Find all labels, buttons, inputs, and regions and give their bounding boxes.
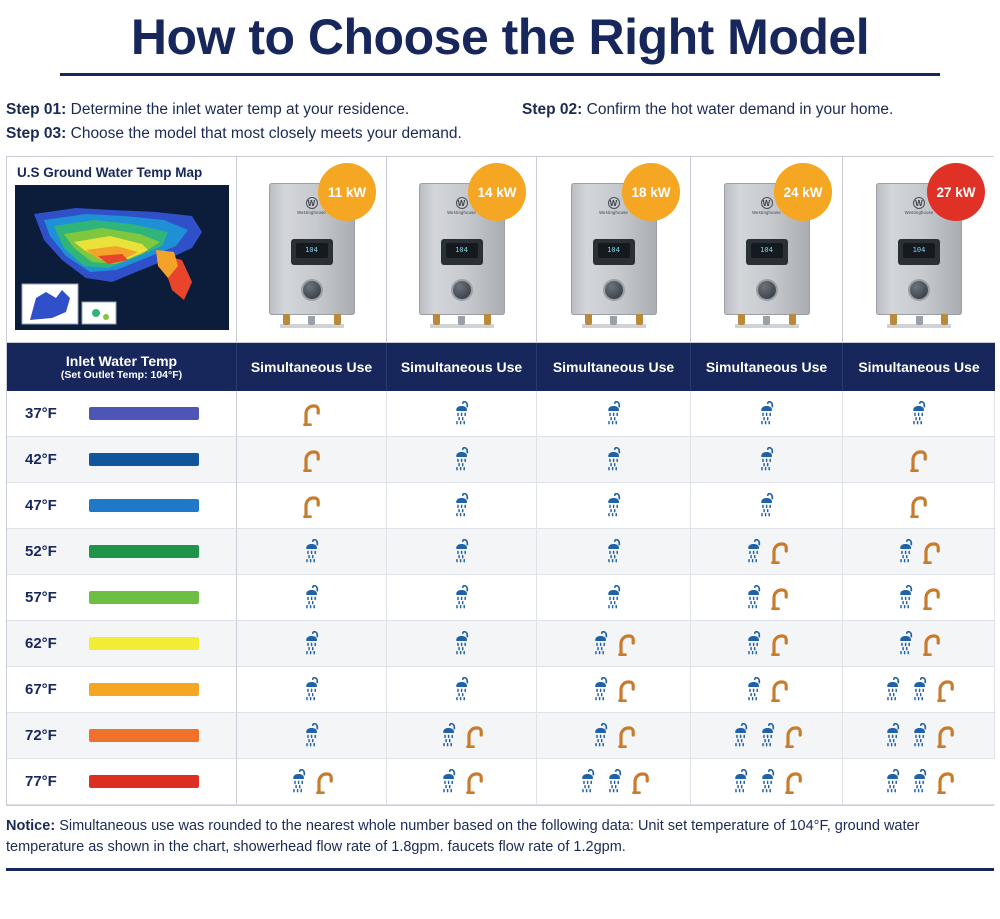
usage-cell: [691, 667, 843, 713]
temp-color-bar: [89, 729, 199, 742]
usage-cell: [843, 713, 995, 759]
usage-cell: [691, 529, 843, 575]
control-panel-4: [746, 239, 788, 265]
showerhead-icon: [589, 631, 613, 657]
display-screen-1: 104: [296, 243, 328, 258]
showerhead-icon: [437, 723, 461, 749]
showerhead-icon: [742, 539, 766, 565]
faucet-icon: [616, 631, 638, 657]
display-screen-3: 104: [598, 243, 630, 258]
brand-logo-5: W Westinghouse: [904, 199, 934, 216]
temp-label: 57°F: [25, 589, 57, 607]
temp-color-bar: [89, 683, 199, 696]
temp-color-bar: [89, 591, 199, 604]
temp-label: 77°F: [25, 773, 57, 791]
temp-row-header: [7, 759, 237, 805]
product-header-row: [7, 157, 993, 343]
usage-cell: [537, 713, 691, 759]
faucet-icon: [783, 769, 805, 795]
notice-block: [6, 816, 994, 858]
usage-cell: [843, 575, 995, 621]
usage-cell: [537, 575, 691, 621]
kw-badge-2: 14 kW: [468, 163, 526, 221]
showerhead-icon: [742, 631, 766, 657]
usage-cell: [843, 437, 995, 483]
usage-cell: [691, 483, 843, 529]
usage-cell: [537, 621, 691, 667]
display-screen-5: 104: [903, 243, 935, 258]
faucet-icon: [935, 723, 957, 749]
showerhead-icon: [602, 401, 626, 427]
display-screen-2: 104: [446, 243, 478, 258]
temp-row-header: [7, 621, 237, 667]
showerhead-icon: [603, 769, 627, 795]
faucet-icon: [769, 585, 791, 611]
ground-water-map-cell: [7, 157, 237, 343]
faucet-icon: [301, 401, 323, 427]
kw-badge-5: 27 kW: [927, 163, 985, 221]
brand-logo-2: W Westinghouse: [447, 199, 476, 216]
faucet-icon: [921, 539, 943, 565]
faucet-icon: [935, 769, 957, 795]
model-comparison-table: [6, 156, 994, 806]
showerhead-icon: [287, 769, 311, 795]
showerhead-icon: [300, 539, 324, 565]
heater-pipes-3: [571, 313, 657, 325]
usage-cell: [843, 667, 995, 713]
usage-cell: [237, 483, 387, 529]
usage-cell: [843, 529, 995, 575]
control-knob-5: [910, 281, 928, 299]
temp-color-bar: [89, 407, 199, 420]
faucet-icon: [464, 769, 486, 795]
product-cell-4: [691, 157, 843, 343]
temp-label: 52°F: [25, 543, 57, 561]
heater-pipes-5: [876, 313, 962, 325]
notice-label: Notice:: [6, 818, 56, 835]
temp-row-header: [7, 483, 237, 529]
page-title: How to Choose the Right Model: [130, 9, 870, 65]
usage-cell: [691, 391, 843, 437]
display-screen-4: 104: [751, 243, 783, 258]
simultaneous-use-header-5: Simultaneous Use: [843, 343, 995, 391]
product-cell-2: [387, 157, 537, 343]
faucet-icon: [935, 677, 957, 703]
showerhead-icon: [908, 677, 932, 703]
showerhead-icon: [602, 493, 626, 519]
showerhead-icon: [576, 769, 600, 795]
showerhead-icon: [908, 723, 932, 749]
temp-label: 62°F: [25, 635, 57, 653]
faucet-icon: [921, 631, 943, 657]
faucet-icon: [630, 769, 652, 795]
inlet-header-sub: (Set Outlet Temp: 104°F): [60, 369, 183, 382]
steps-row-2: [6, 122, 994, 146]
showerhead-icon: [881, 769, 905, 795]
usage-cell: [237, 621, 387, 667]
temp-row-header: [7, 391, 237, 437]
simultaneous-use-header-4: Simultaneous Use: [691, 343, 843, 391]
kw-badge-3: 18 kW: [622, 163, 680, 221]
control-panel-2: [441, 239, 483, 265]
faucet-icon: [616, 723, 638, 749]
control-knob-4: [758, 281, 776, 299]
control-knob-3: [605, 281, 623, 299]
brand-logo-4: W Westinghouse: [752, 199, 781, 216]
faucet-icon: [908, 447, 930, 473]
showerhead-icon: [742, 677, 766, 703]
showerhead-icon: [450, 631, 474, 657]
step-02-text: Confirm the hot water demand in your home.: [586, 101, 894, 118]
step-02-label: Step 02:: [522, 101, 583, 118]
usage-cell: [387, 713, 537, 759]
step-01-label: Step 01:: [6, 101, 67, 118]
control-panel-3: [593, 239, 635, 265]
inlet-header-title: Inlet Water Temp: [65, 352, 178, 369]
temp-label: 42°F: [25, 451, 57, 469]
showerhead-icon: [602, 585, 626, 611]
showerhead-icon: [450, 539, 474, 565]
product-cell-5: [843, 157, 995, 343]
us-temp-map-svg: [16, 186, 229, 330]
usage-cell: [537, 483, 691, 529]
temp-row-header: [7, 437, 237, 483]
steps-row-1: [6, 98, 994, 122]
showerhead-icon: [300, 723, 324, 749]
usage-cell: [387, 759, 537, 805]
showerhead-icon: [755, 447, 779, 473]
table-body: [7, 391, 993, 805]
faucet-icon: [314, 769, 336, 795]
usage-cell: [237, 437, 387, 483]
steps-block: [6, 98, 994, 146]
usage-cell: [537, 529, 691, 575]
temp-label: 67°F: [25, 681, 57, 699]
showerhead-icon: [602, 447, 626, 473]
usage-cell: [691, 575, 843, 621]
temp-row-header: [7, 575, 237, 621]
step-02: [522, 98, 994, 122]
usage-cell: [691, 713, 843, 759]
usage-cell: [237, 713, 387, 759]
notice-text: Simultaneous use was rounded to the nearest whole number based on the following data: Unit set temperature of 104°F, ground water temperature as shown in the chart, showerhead flow rate of 1.8gpm. faucets flow rate of 1.2gpm.: [6, 818, 920, 856]
usage-cell: [537, 391, 691, 437]
temp-label: 47°F: [25, 497, 57, 515]
usage-cell: [843, 483, 995, 529]
faucet-icon: [783, 723, 805, 749]
faucet-icon: [908, 493, 930, 519]
title-divider: [60, 73, 940, 76]
usage-cell: [843, 759, 995, 805]
usage-cell: [537, 437, 691, 483]
showerhead-icon: [589, 677, 613, 703]
brand-name-5: Westinghouse: [904, 210, 934, 216]
temp-color-bar: [89, 775, 199, 788]
showerhead-icon: [450, 493, 474, 519]
usage-cell: [691, 759, 843, 805]
usage-cell: [237, 667, 387, 713]
showerhead-icon: [300, 677, 324, 703]
showerhead-icon: [729, 769, 753, 795]
faucet-icon: [769, 539, 791, 565]
faucet-icon: [301, 447, 323, 473]
showerhead-icon: [894, 631, 918, 657]
usage-cell: [387, 391, 537, 437]
showerhead-icon: [450, 585, 474, 611]
usage-cell: [387, 667, 537, 713]
showerhead-icon: [450, 447, 474, 473]
usage-cell: [843, 621, 995, 667]
simultaneous-use-header-1: Simultaneous Use: [237, 343, 387, 391]
kw-badge-4: 24 kW: [774, 163, 832, 221]
inlet-water-temp-header: [7, 343, 237, 391]
heater-pipes-4: [724, 313, 810, 325]
showerhead-icon: [729, 723, 753, 749]
usage-cell: [387, 621, 537, 667]
showerhead-icon: [881, 723, 905, 749]
brand-name-4: Westinghouse: [752, 210, 781, 216]
faucet-icon: [616, 677, 638, 703]
temp-row-header: [7, 667, 237, 713]
simultaneous-use-header-3: Simultaneous Use: [537, 343, 691, 391]
product-cell-1: [237, 157, 387, 343]
control-knob-2: [453, 281, 471, 299]
showerhead-icon: [894, 539, 918, 565]
control-panel-5: [898, 239, 940, 265]
showerhead-icon: [756, 723, 780, 749]
faucet-icon: [769, 631, 791, 657]
heater-pipes-1: [269, 313, 355, 325]
showerhead-icon: [450, 677, 474, 703]
kw-badge-1: 11 kW: [318, 163, 376, 221]
showerhead-icon: [300, 631, 324, 657]
showerhead-icon: [894, 585, 918, 611]
usage-cell: [387, 437, 537, 483]
faucet-icon: [301, 493, 323, 519]
usage-cell: [843, 391, 995, 437]
brand-logo-3: W Westinghouse: [599, 199, 628, 216]
temp-color-bar: [89, 545, 199, 558]
showerhead-icon: [437, 769, 461, 795]
showerhead-icon: [742, 585, 766, 611]
temp-row-header: [7, 529, 237, 575]
control-panel-1: [291, 239, 333, 265]
showerhead-icon: [908, 769, 932, 795]
showerhead-icon: [589, 723, 613, 749]
showerhead-icon: [755, 493, 779, 519]
heater-pipes-2: [419, 313, 505, 325]
map-title: U.S Ground Water Temp Map: [17, 165, 203, 181]
product-cell-3: [537, 157, 691, 343]
control-knob-1: [303, 281, 321, 299]
showerhead-icon: [756, 769, 780, 795]
showerhead-icon: [450, 401, 474, 427]
usage-cell: [237, 391, 387, 437]
showerhead-icon: [602, 539, 626, 565]
bottom-divider: [6, 868, 994, 871]
temp-label: 72°F: [25, 727, 57, 745]
usage-cell: [387, 529, 537, 575]
faucet-icon: [921, 585, 943, 611]
usage-cell: [387, 483, 537, 529]
step-03-label: Step 03:: [6, 125, 67, 143]
step-01: [6, 98, 522, 122]
step-03-text: Choose the model that most closely meets your demand.: [70, 125, 462, 143]
showerhead-icon: [755, 401, 779, 427]
temp-color-bar: [89, 637, 199, 650]
brand-name-1: Westinghouse: [297, 210, 326, 216]
usage-cell: [237, 529, 387, 575]
usage-cell: [691, 437, 843, 483]
showerhead-icon: [300, 585, 324, 611]
temp-row-header: [7, 713, 237, 759]
usage-cell: [537, 759, 691, 805]
usage-cell: [237, 575, 387, 621]
brand-name-3: Westinghouse: [599, 210, 628, 216]
step-03: [6, 122, 462, 146]
usage-cell: [237, 759, 387, 805]
step-01-text: Determine the inlet water temp at your residence.: [70, 101, 410, 118]
usage-cell: [387, 575, 537, 621]
brand-name-2: Westinghouse: [447, 210, 476, 216]
table-header-row: [7, 343, 993, 391]
faucet-icon: [464, 723, 486, 749]
showerhead-icon: [907, 401, 931, 427]
temp-color-bar: [89, 453, 199, 466]
ground-water-map-image: [15, 185, 229, 330]
temp-label: 37°F: [25, 405, 57, 423]
simultaneous-use-header-2: Simultaneous Use: [387, 343, 537, 391]
usage-cell: [691, 621, 843, 667]
temp-color-bar: [89, 499, 199, 512]
faucet-icon: [769, 677, 791, 703]
showerhead-icon: [881, 677, 905, 703]
usage-cell: [537, 667, 691, 713]
brand-logo-1: W Westinghouse: [297, 199, 326, 216]
